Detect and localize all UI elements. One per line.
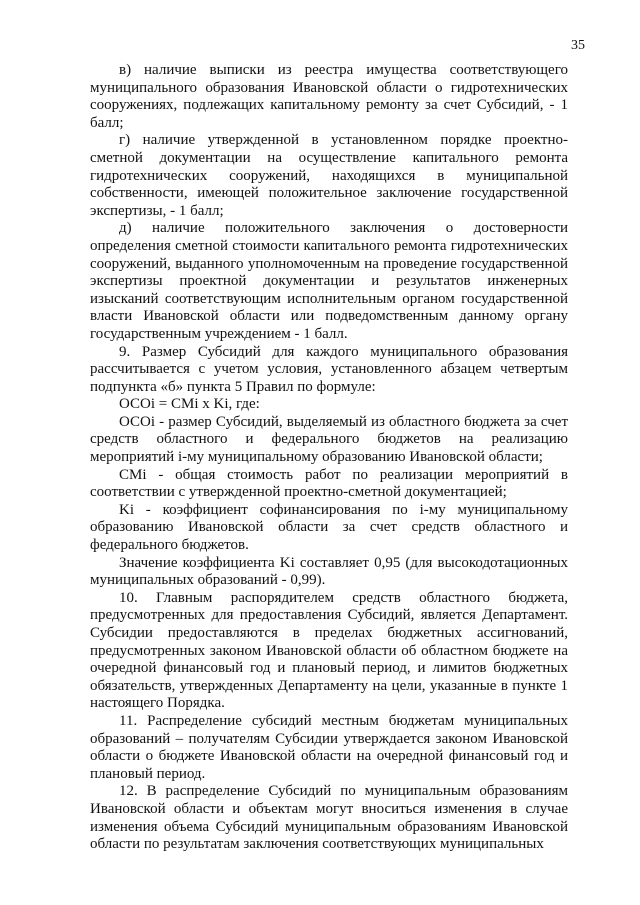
coefficient-value: Значение коэффициента Ki составляет 0,95 (для высокодотационных муниципальных образований - 0,99). [90, 554, 568, 589]
paragraph-11: 11. Распределение субсидий местным бюджетам муниципальных образований – получателям Субсидии утверждается законом Ивановской области о бюджете Ивановской области на очередной финансовый год и плановый период. [90, 712, 568, 782]
page-number: 35 [571, 38, 585, 53]
paragraph-12: 12. В распределение Субсидий по муниципальным образованиям Ивановской области и объектам могут вноситься изменения в случае изменения объема Субсидий муниципальным образованиям Ивановской области по результатам заключения соответствующих муниципальных [90, 783, 568, 853]
definition-oco: ОСОi - размер Субсидий, выделяемый из областного бюджета за счет средств областного и федерального бюджетов на реализацию мероприятий i-му муниципальному образованию Ивановской области; [90, 413, 568, 466]
paragraph-10: 10. Главным распорядителем средств областного бюджета, предусмотренных для предоставления Субсидий, является Департамент. Субсидии предоставляются в пределах бюджетных ассигнований, предусмотренных законом Ивановской области об областном бюджете на очередной финансовый год и плановый период, и лимитов бюджетных обязательств, утвержденных Департаменту на цели, указанные в пункте 1 настоящего Порядка. [90, 589, 568, 712]
paragraph-item-v: в) наличие выписки из реестра имущества соответствующего муниципального образования Ивановской области о гидротехнических сооружениях, подлежащих капитальному ремонту за счет Субсидий, - 1 балл; [90, 62, 568, 131]
formula: ОСОi = СМi х Ki, где: [119, 396, 260, 413]
document-body [90, 62, 568, 854]
paragraph-item-d: д) наличие положительного заключения о достоверности определения сметной стоимости капитального ремонта гидротехнических сооружений, выданного уполномоченным на проведение государственной экспертизы проектной документации и результатов инженерных изысканий соответствующим исполнительным органом государственной власти Ивановской области или подведомственным данному органу государственным учреждением - 1 балл. [90, 220, 568, 342]
paragraph-9: 9. Размер Субсидий для каждого муниципального образования рассчитывается с учетом условия, установленного абзацем четвертым подпункта «б» пункта 5 Правил по формуле: [90, 343, 568, 395]
definition-cm: СМi - общая стоимость работ по реализации мероприятий в соответствии с утвержденной проектно-сметной документацией; [90, 466, 568, 501]
definition-ki: Ki - коэффициент софинансирования по i-му муниципальному образованию Ивановской области за счет средств областного и федерального бюджетов. [90, 501, 568, 554]
paragraph-item-g: г) наличие утвержденной в установленном порядке проектно-сметной документации на осуществление капитального ремонта гидротехнических сооружений, находящихся в муниципальной собственности, имеющей положительное заключение государственной экспертизы, - 1 балл; [90, 132, 568, 219]
